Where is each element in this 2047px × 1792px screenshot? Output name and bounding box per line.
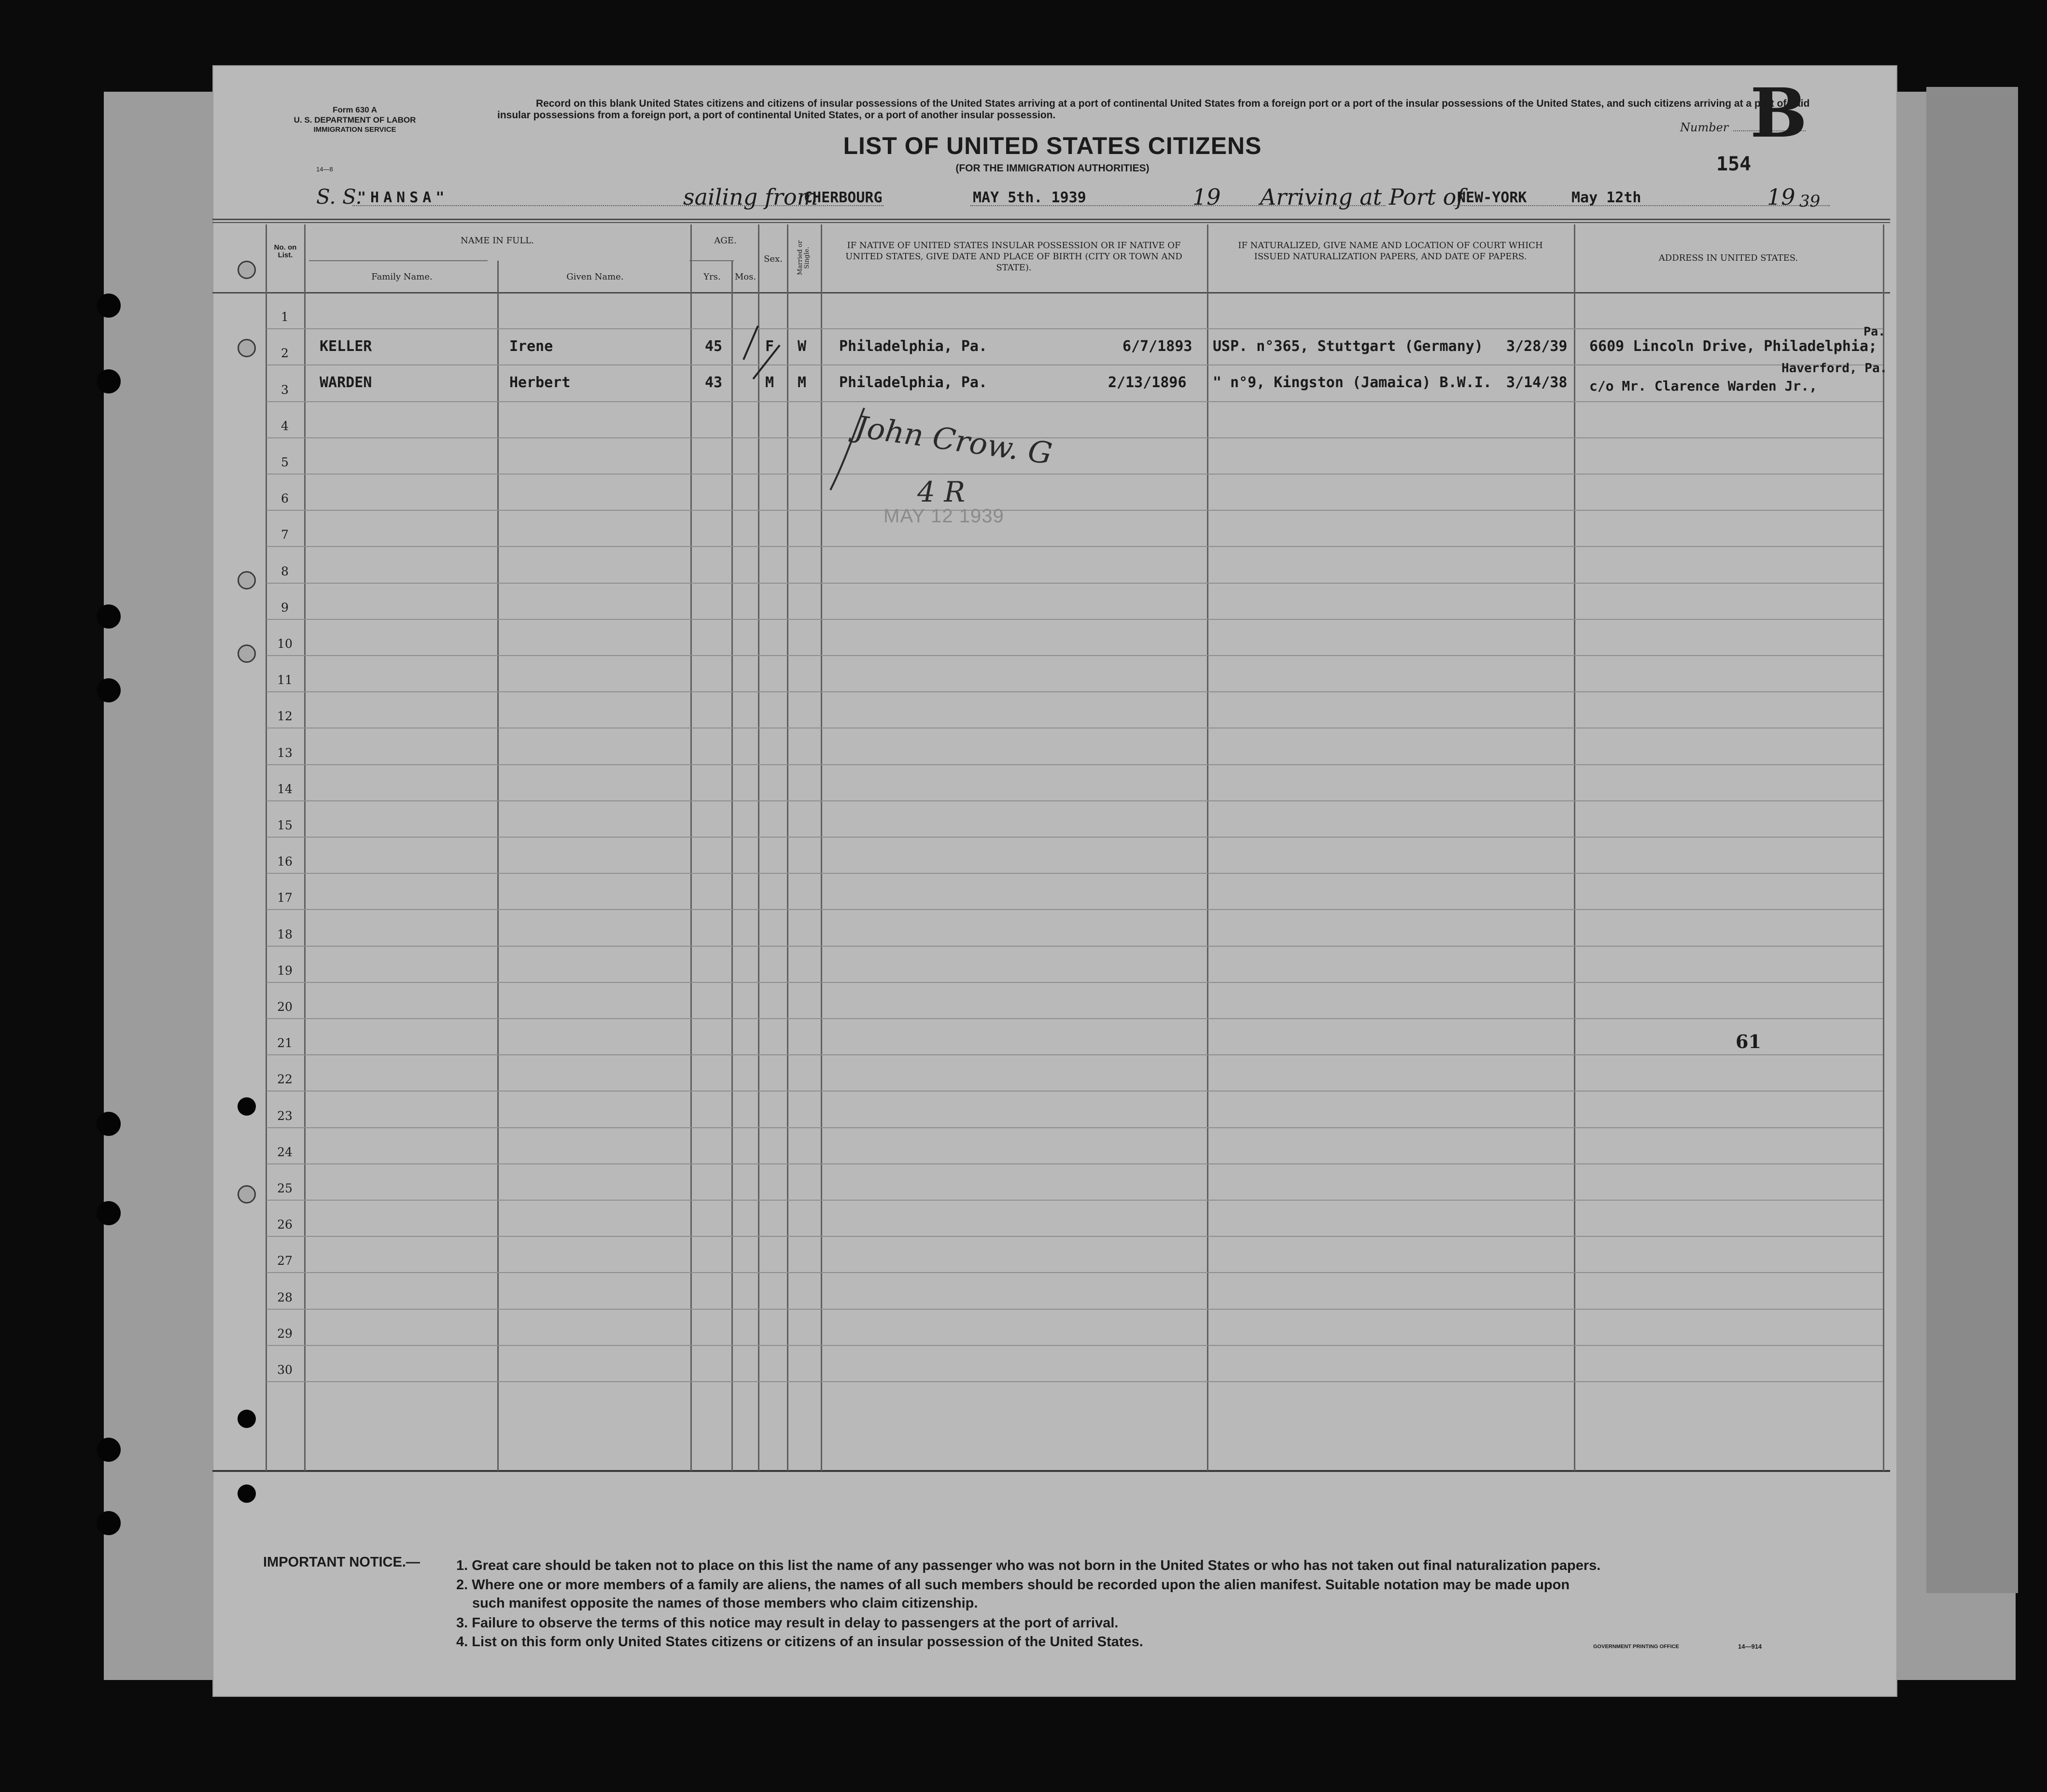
check-marks <box>734 311 787 384</box>
row-rule <box>266 800 1883 801</box>
row-rule <box>266 1200 1883 1201</box>
entry-1-age: 45 <box>705 338 723 355</box>
header-native: IF NATIVE OF UNITED STATES INSULAR POSSESSION OR IF NATIVE OF UNITED STATES, GIVE DATE AND PLACE OF BIRTH (CITY OR TOWN AND STATE). <box>845 240 1182 273</box>
row-number: 6 <box>281 491 289 506</box>
row-number: 29 <box>277 1326 293 1341</box>
notice-heading: IMPORTANT NOTICE.— <box>263 1554 420 1570</box>
back-sheet-edge <box>1926 87 2018 1593</box>
row-number: 24 <box>277 1145 293 1159</box>
sailing-date: MAY 5th. 1939 <box>973 189 1086 206</box>
torn-hole <box>238 1484 256 1503</box>
entry-1-birth-date: 6/7/1893 <box>1122 338 1192 355</box>
table-top-rule <box>212 219 1890 220</box>
col-rule <box>497 261 499 1471</box>
form-id: Form 630 A <box>333 105 377 114</box>
entry-2-birth-date: 2/13/1896 <box>1108 374 1187 391</box>
printer-code: 14—914 <box>1738 1643 1762 1650</box>
notice-item-4: 4. List on this form only United States citizens or citizens of an insular possession of the United States. <box>456 1634 1143 1650</box>
row-number: 5 <box>281 455 289 469</box>
entry-2-address-city: Haverford, Pa. <box>1781 361 1888 376</box>
row-rule <box>266 1018 1883 1019</box>
punch-hole <box>238 571 256 589</box>
table-bottom-rule <box>212 1470 1890 1472</box>
row-number: 28 <box>277 1290 293 1304</box>
row-rule <box>266 1345 1883 1346</box>
signature: John Crow. G <box>853 408 1054 472</box>
entry-1-birth-place: Philadelphia, Pa. <box>839 338 988 355</box>
family-given-rule <box>309 260 488 261</box>
notice-item-2a: 2. Where one or more members of a family are aliens, the names of all such members should be recorded upon the alien manifest. Suitable notation may be made upon <box>456 1577 1570 1593</box>
row-number: 17 <box>277 891 293 905</box>
row-rule <box>266 691 1883 692</box>
row-rule <box>266 583 1883 584</box>
row-rule <box>266 909 1883 910</box>
arriving-label: Arriving at Port of <box>1260 184 1465 210</box>
instructions: Record on this blank United States citizens and citizens of insular possessions of the United States arriving at a port of continental United States from a foreign port or a port of the insular possessions of the United States, and such citizens arriving at a port of said insular possessions from a foreign port, a port of continental United States, or a port of another insular possession. <box>497 98 1810 121</box>
header-name-in-full: NAME IN FULL. <box>461 236 534 246</box>
col-rule <box>1883 224 1884 1471</box>
manifest-page <box>212 65 1897 1697</box>
header-married-or-single: Married or Single. <box>797 240 811 275</box>
arrival-date: May 12th <box>1571 189 1641 206</box>
arrival-year-prefix: 19 <box>1767 184 1795 210</box>
punch-hole <box>238 339 256 357</box>
entry-2-given-name: Herbert <box>509 374 571 391</box>
page-title: LIST OF UNITED STATES CITIZENS <box>843 132 1262 159</box>
row-number: 20 <box>277 1000 293 1014</box>
header-bottom-rule <box>212 292 1890 294</box>
entry-2-naturalization-court: " n°9, Kingston (Jamaica) B.W.I. <box>1213 374 1492 391</box>
arrival-port: NEW-YORK <box>1457 189 1527 206</box>
sailing-port: CHERBOURG <box>804 189 883 206</box>
row-rule <box>266 1381 1883 1382</box>
row-rule <box>266 982 1883 983</box>
entry-2-marital: M <box>798 374 807 391</box>
row-rule <box>266 474 1883 475</box>
age-rule <box>689 260 734 261</box>
row-rule <box>266 1309 1883 1310</box>
sailing-year-prefix: 19 <box>1192 184 1221 210</box>
header-given-name: Given Name. <box>566 272 624 282</box>
binder-hole <box>97 294 121 318</box>
header-family-name: Family Name. <box>371 272 433 282</box>
row-rule <box>266 510 1883 511</box>
row-number: 23 <box>277 1108 293 1123</box>
header-yrs: Yrs. <box>703 272 721 282</box>
entry-1-sex: F <box>765 338 774 355</box>
header-age: AGE. <box>714 236 737 246</box>
punch-hole <box>238 1185 256 1204</box>
col-rule <box>758 224 759 1471</box>
binder-hole <box>97 604 121 629</box>
entry-2-naturalization-date: 3/14/38 <box>1506 374 1568 391</box>
torn-hole <box>238 1097 256 1116</box>
entry-2-age: 43 <box>705 374 723 391</box>
notice-item-1: 1. Great care should be taken not to place on this list the name of any passenger who was not born in the United States or who has not taken out final naturalization papers. <box>456 1558 1601 1573</box>
row-number: 18 <box>277 927 293 941</box>
row-rule <box>266 837 1883 838</box>
col-rule <box>787 224 788 1471</box>
row-number: 15 <box>277 818 293 832</box>
row-number: 9 <box>281 600 289 615</box>
entry-1-marital: W <box>798 338 807 355</box>
form-code: 14—8 <box>316 166 333 173</box>
binder-hole <box>97 1112 121 1136</box>
entry-2-family-name: WARDEN <box>320 374 372 391</box>
notice-item-3: 3. Failure to observe the terms of this notice may result in delay to passengers at the port of arrival. <box>456 1615 1119 1631</box>
row-number: 7 <box>281 528 289 542</box>
row-rule <box>266 619 1883 620</box>
row-number: 21 <box>277 1036 293 1050</box>
col-rule <box>304 224 306 1471</box>
row-number: 27 <box>277 1254 293 1268</box>
row-rule <box>266 946 1883 947</box>
service: IMMIGRATION SERVICE <box>313 126 396 134</box>
row-rule <box>266 437 1883 438</box>
row-rule <box>266 1236 1883 1237</box>
row-number: 22 <box>277 1072 293 1087</box>
row-number: 26 <box>277 1218 293 1232</box>
row-rule <box>266 546 1883 547</box>
row-number: 30 <box>277 1363 293 1377</box>
header-no-on-list: No. on List. <box>274 243 297 259</box>
row-number: 10 <box>277 637 293 651</box>
punch-hole <box>238 261 256 279</box>
row-rule <box>266 764 1883 765</box>
binder-hole <box>97 1438 121 1462</box>
row-number: 12 <box>277 709 293 724</box>
entry-1-naturalization-date: 3/28/39 <box>1506 338 1568 355</box>
initials: 4 R <box>917 476 966 508</box>
header-address: ADDRESS IN UNITED STATES. <box>1658 253 1798 263</box>
signature-stroke <box>816 403 874 500</box>
margin-number: 61 <box>1736 1031 1761 1052</box>
printer: GOVERNMENT PRINTING OFFICE <box>1593 1644 1679 1650</box>
sailing-from-label: sailing from <box>683 184 818 210</box>
arrival-year-suffix: 39 <box>1799 192 1821 211</box>
col-rule <box>731 261 733 1471</box>
row-rule <box>266 1272 1883 1273</box>
row-rule <box>266 873 1883 874</box>
ship-name: "HANSA" <box>357 189 449 206</box>
row-rule <box>266 364 1883 365</box>
col-rule <box>690 224 692 1471</box>
row-number: 1 <box>281 310 289 324</box>
number-label: Number <box>1680 121 1729 134</box>
header-mos: Mos. <box>734 272 757 282</box>
page-number: 154 <box>1716 153 1752 175</box>
row-number: 19 <box>277 963 293 978</box>
binder-hole <box>97 678 121 702</box>
entry-2-sex: M <box>765 374 774 391</box>
torn-hole <box>238 1410 256 1428</box>
col-rule <box>1207 224 1208 1471</box>
binder-hole <box>97 1201 121 1225</box>
row-number: 13 <box>277 745 293 760</box>
entry-1-given-name: Irene <box>509 338 553 355</box>
number-letter: B <box>1750 74 1808 153</box>
entry-1-naturalization-court: USP. n°365, Stuttgart (Germany) <box>1213 338 1483 355</box>
entry-2-address: c/o Mr. Clarence Warden Jr., <box>1589 378 1818 394</box>
row-number: 11 <box>277 673 293 687</box>
row-rule <box>266 328 1883 329</box>
department: U. S. DEPARTMENT OF LABOR <box>294 115 416 125</box>
entry-1-address: 6609 Lincoln Drive, Philadelphia; <box>1589 338 1878 355</box>
header-naturalized: IF NATURALIZED, GIVE NAME AND LOCATION OF COURT WHICH ISSUED NATURALIZATION PAPERS, AND DATE OF PAPERS. <box>1238 240 1543 262</box>
notice-item-2b: such manifest opposite the names of those members who claim citizenship. <box>472 1596 978 1611</box>
row-number: 16 <box>277 854 293 869</box>
row-number: 8 <box>281 564 289 578</box>
row-number: 25 <box>277 1181 293 1195</box>
row-number: 4 <box>281 419 289 433</box>
col-rule <box>1574 224 1575 1471</box>
row-rule <box>266 1163 1883 1164</box>
page-subtitle: (FOR THE IMMIGRATION AUTHORITIES) <box>955 163 1150 174</box>
row-rule <box>266 1127 1883 1128</box>
entry-2-birth-place: Philadelphia, Pa. <box>839 374 988 391</box>
row-rule <box>266 1054 1883 1055</box>
entry-1-family-name: KELLER <box>320 338 372 355</box>
table-top-rule-2 <box>212 222 1890 223</box>
row-number: 14 <box>277 782 293 796</box>
binder-hole <box>97 369 121 393</box>
row-rule <box>266 655 1883 656</box>
row-rule <box>266 401 1883 402</box>
date-stamp: MAY 12 1939 <box>883 505 1004 527</box>
col-rule <box>266 224 267 1471</box>
header-sex: Sex. <box>764 254 783 264</box>
punch-hole <box>238 644 256 663</box>
ship-prefix: S. S. <box>316 185 362 209</box>
row-rule <box>266 1091 1883 1092</box>
row-number: 3 <box>281 382 289 397</box>
entry-1-address-state: Pa. <box>1864 324 1886 338</box>
binder-hole <box>97 1511 121 1535</box>
row-number: 2 <box>281 346 289 361</box>
